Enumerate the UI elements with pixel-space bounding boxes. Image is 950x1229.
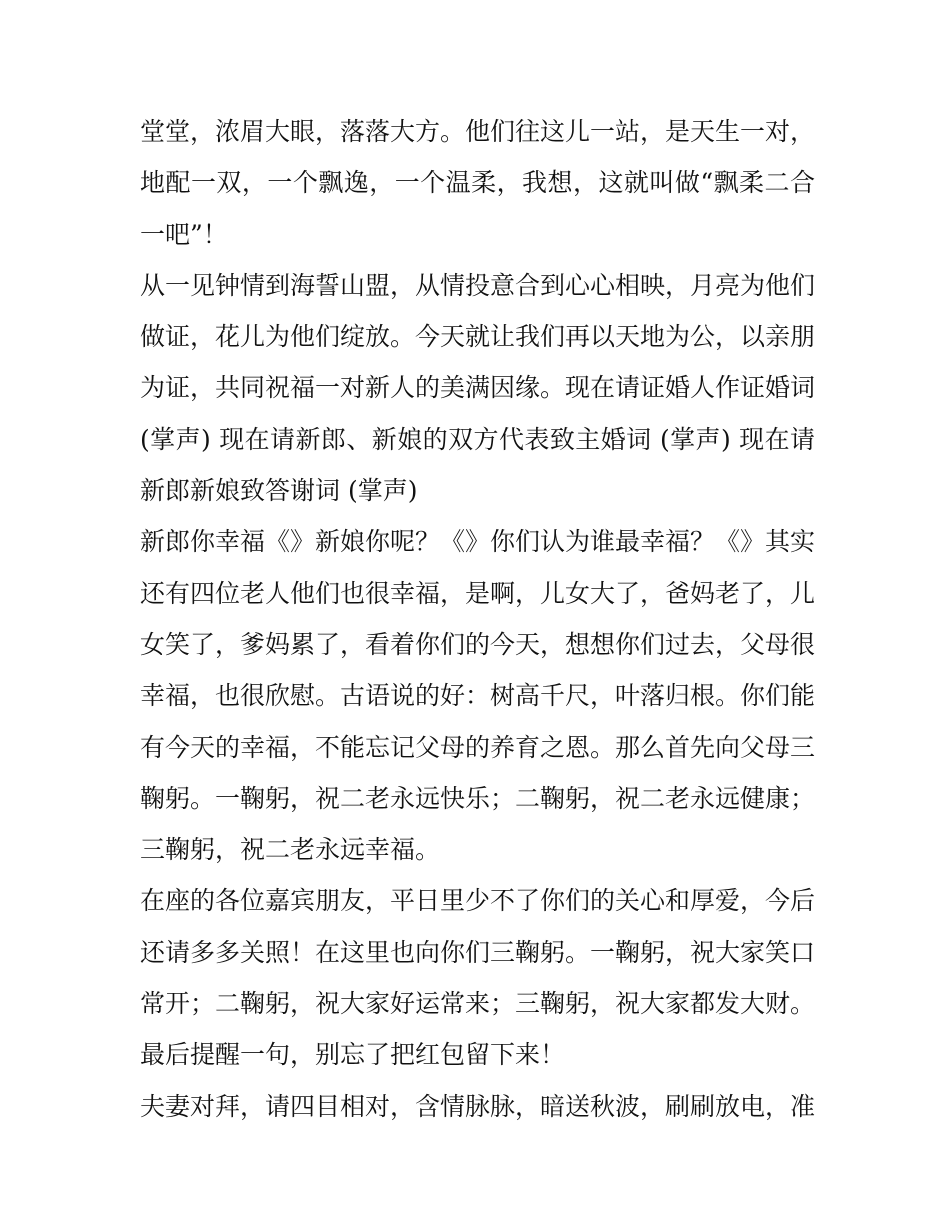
text-line: 新郎新娘致答谢词 (掌声) — [140, 476, 418, 506]
text-line: 地配一双，一个飘逸，一个温柔，我想，这就叫做“飘柔二合 — [140, 168, 815, 198]
text-line: 新郎你幸福《》新娘你呢？《》你们认为谁最幸福？《》其实 — [140, 527, 816, 557]
paragraph — [140, 516, 815, 875]
text-line: 在座的各位嘉宾朋友，平日里少不了你们的关心和厚爱，今后 — [140, 886, 816, 916]
text-line: 一吧”！ — [140, 219, 228, 249]
paragraph — [140, 260, 815, 516]
text-line: (掌声) 现在请新郎、新娘的双方代表致主婚词 (掌声) 现在请 — [140, 424, 815, 454]
text-line: 还有四位老人他们也很幸福，是啊，儿女大了，爸妈老了，儿 — [140, 578, 816, 608]
text-line: 有今天的幸福，不能忘记父母的养育之恩。那么首先向父母三 — [140, 732, 816, 762]
text-line: 常开；二鞠躬，祝大家好运常来；三鞠躬，祝大家都发大财。 — [140, 989, 816, 1019]
document-body — [140, 106, 815, 1132]
text-line: 最后提醒一句，别忘了把红包留下来！ — [140, 1040, 566, 1070]
text-line: 夫妻对拜，请四目相对，含情脉脉，暗送秋波，刷刷放电，准 — [140, 1091, 816, 1121]
text-line: 为证，共同祝福一对新人的美满因缘。现在请证婚人作证婚词 — [140, 373, 816, 403]
text-line: 幸福，也很欣慰。古语说的好：树高千尺，叶落归根。你们能 — [140, 681, 816, 711]
paragraph — [140, 875, 815, 1080]
text-line: 从一见钟情到海誓山盟，从情投意合到心心相映，月亮为他们 — [140, 270, 816, 300]
paragraph — [140, 1081, 815, 1132]
text-line: 鞠躬。一鞠躬，祝二老永远快乐；二鞠躬，祝二老永远健康； — [140, 783, 816, 813]
text-line: 堂堂，浓眉大眼，落落大方。他们往这儿一站，是天生一对， — [140, 117, 816, 146]
text-line: 做证，花儿为他们绽放。今天就让我们再以天地为公，以亲朋 — [140, 322, 816, 352]
text-line: 还请多多关照！在这里也向你们三鞠躬。一鞠躬，祝大家笑口 — [140, 937, 816, 967]
text-line: 女笑了，爹妈累了，看着你们的今天，想想你们过去，父母很 — [140, 629, 816, 659]
paragraph — [140, 106, 815, 260]
text-line: 三鞠躬，祝二老永远幸福。 — [140, 835, 441, 865]
